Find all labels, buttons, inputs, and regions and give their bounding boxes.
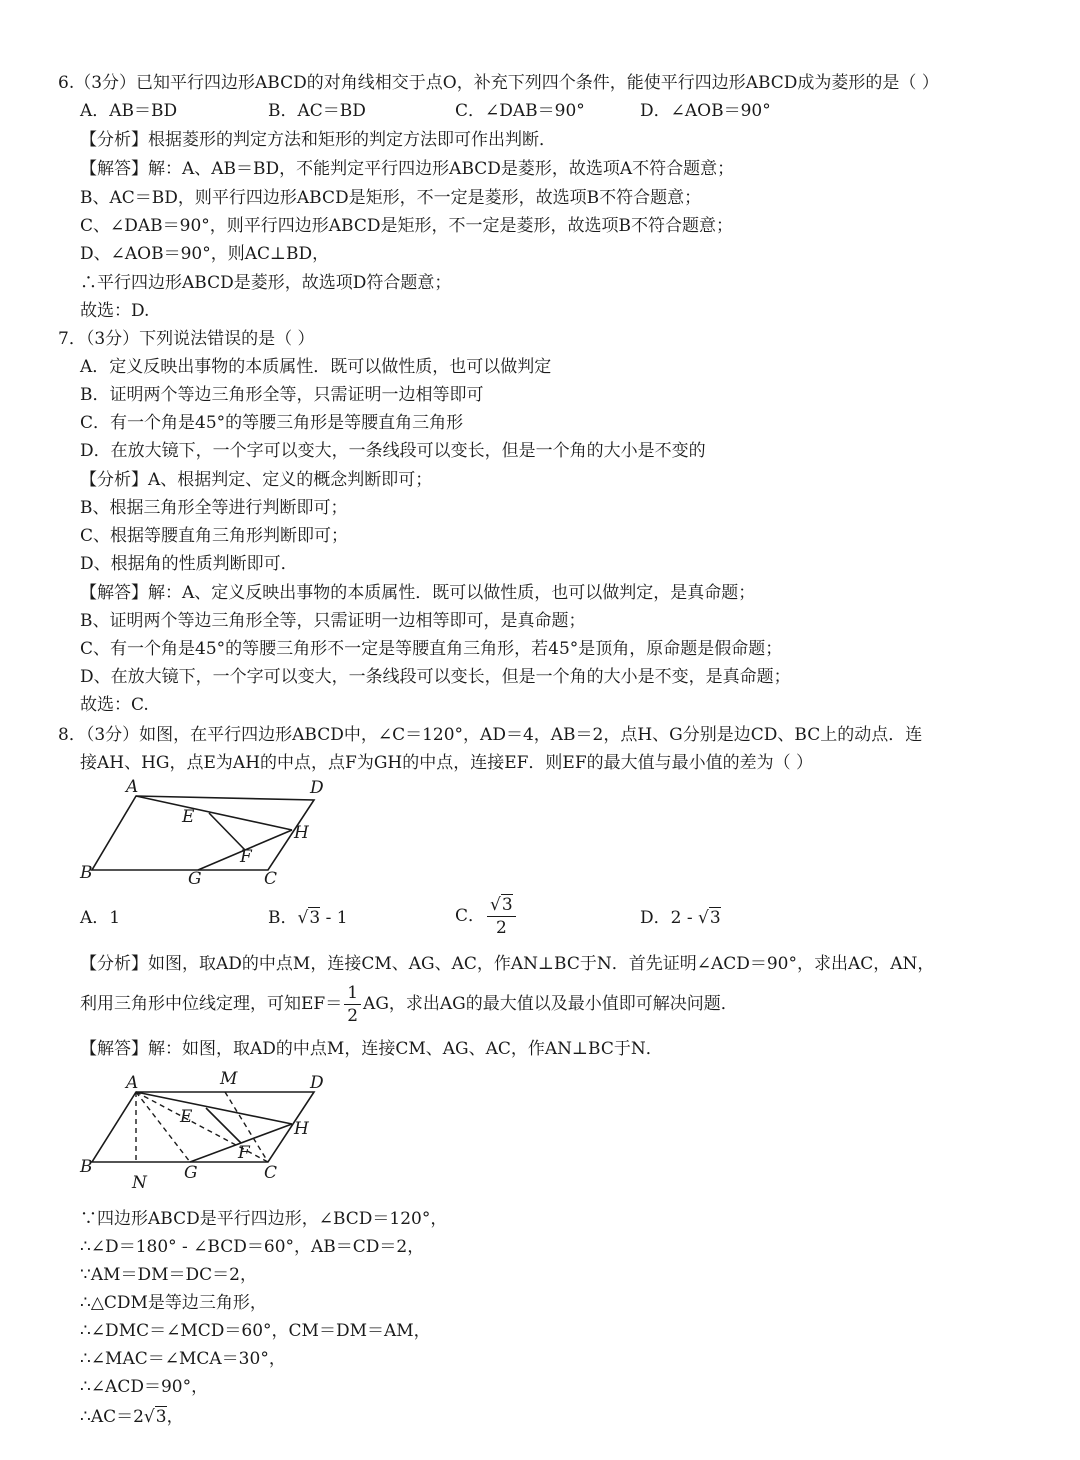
fig1-label-b: B [80,863,93,883]
q7-option-d: D．在放大镜下，一个字可以变大，一条线段可以变长，但是一个角的大小是不变的 [80,441,706,461]
q8-option-a: A．1 [80,908,121,928]
q8-option-c-radicand: 3 [501,895,513,915]
q7-solution-line: D、在放大镜下，一个字可以变大，一条线段可以变长，但是一个角的大小是不变，是真命题； [80,667,791,687]
fig1-label-h: H [294,823,309,843]
fig2-label-e: E [180,1107,193,1127]
q8-option-d [640,905,721,931]
segment-ag-dashed [136,1092,190,1162]
q8-stem-line2: 接AH、HG，点E为AH的中点，点F为GH的中点，连接EF．则EF的最大值与最小值的差为（ ） [80,753,814,773]
q8-step-last-radicand: 3 [155,1407,167,1427]
fig2-label-f: F [238,1143,250,1163]
sqrt-symbol: √ [490,895,501,915]
sqrt-symbol: √ [143,1407,155,1427]
fig2-label-d: D [310,1073,324,1093]
q7-solution-line: B、证明两个等边三角形全等，只需证明一边相等即可，是真命题； [80,611,586,631]
q7-solution-line: 【解答】解：A、定义反映出事物的本质属性．既可以做性质，也可以做判定，是真命题； [80,583,756,603]
q6-stem: 6.（3分）已知平行四边形ABCD的对角线相交于点O，补充下列四个条件，能使平行四边形ABCD成为菱形的是（ ） [58,73,939,93]
q8-option-c-fraction [487,894,516,939]
q8-option-c [455,894,518,939]
q8-step: ∴∠MAC＝∠MCA＝30°， [80,1349,286,1369]
q8-analysis-line2-suffix: AG，求出AG的最大值以及最小值即可解决问题． [363,994,738,1014]
q6-solution-line: B、AC＝BD，则平行四边形ABCD是矩形，不一定是菱形，故选项B不符合题意； [80,188,702,208]
q8-option-d-radicand: 3 [709,908,721,928]
q8-step-last [80,1404,184,1430]
q8-step: ∵AM＝DM＝DC＝2， [80,1265,257,1285]
q8-analysis-fraction [344,982,361,1027]
q6-solution-line: ∴平行四边形ABCD是菱形，故选项D符合题意； [80,273,452,293]
fig2-label-a: A [126,1073,139,1093]
q6-solution-line: C、∠DAB＝90°，则平行四边形ABCD是矩形，不一定是菱形，故选项B不符合题意； [80,216,733,236]
q8-step: ∴∠DMC＝∠MCD＝60°，CM＝DM＝AM， [80,1321,431,1341]
q7-option-b: B．证明两个等边三角形全等，只需证明一边相等即可 [80,385,484,405]
fig1-label-e: E [182,807,195,827]
q7-stem: 7．（3分）下列说法错误的是（ ） [58,329,315,349]
q8-step: ∵四边形ABCD是平行四边形，∠BCD＝120°， [80,1209,448,1229]
fig2-label-m: M [220,1069,238,1089]
segment-ah [136,796,292,830]
q8-step-last-prefix: ∴AC＝2 [80,1407,144,1427]
fig2-label-g: G [184,1163,198,1183]
q7-solution-line: C、有一个角是45°的等腰三角形不一定是等腰直角三角形，若45°是顶角，原命题是假命题； [80,639,783,659]
fraction-denominator: 2 [347,1006,359,1026]
q8-option-c-denominator: 2 [495,918,507,938]
sqrt-symbol: √ [297,908,309,928]
q8-option-b-radicand: 3 [309,908,321,928]
q6-analysis: 【分析】根据菱形的判定方法和矩形的判定方法即可作出判断． [80,130,556,150]
q8-step: ∴△CDM是等边三角形， [80,1293,267,1313]
q7-analysis-line: 【分析】A、根据判定、定义的概念判断即可； [80,470,433,490]
fig1-label-f: F [240,847,252,867]
q8-step: ∴∠D＝180° - ∠BCD＝60°，AB＝CD＝2， [80,1237,425,1257]
q6-solution-line: 【解答】解：A、AB＝BD，不能判定平行四边形ABCD是菱形，故选项A不符合题意； [80,159,735,179]
q8-option-b [268,905,348,931]
fig2-label-h: H [294,1119,309,1139]
q8-step: ∴∠ACD＝90°， [80,1377,209,1397]
q7-analysis-line: C、根据等腰直角三角形判断即可； [80,526,349,546]
q6-option-c: C．∠DAB＝90° [455,101,585,121]
q7-option-a: A．定义反映出事物的本质属性．既可以做性质，也可以做判定 [80,357,552,377]
sqrt-symbol: √ [698,908,709,928]
fig2-label-b: B [80,1157,93,1177]
q8-solution-figure [74,1064,354,1194]
q6-answer: 故选：D. [80,301,150,321]
q6-option-d: D．∠AOB＝90° [640,101,771,121]
fig1-label-a: A [126,777,139,797]
q6-option-a: A．AB＝BD [80,101,178,121]
fig2-label-c: C [264,1163,278,1183]
q8-figure-parallelogram [74,774,354,888]
q8-option-d-prefix: D．2 - [640,908,698,928]
q8-step-last-suffix: ， [166,1407,184,1427]
q8-stem-line1: 8．（3分）如图，在平行四边形ABCD中，∠C＝120°，AD＝4，AB＝2，点H、G分别是边CD、BC上的动点．连 [58,725,923,745]
q7-analysis-line: B、根据三角形全等进行判断即可； [80,498,348,518]
fig1-label-g: G [188,869,202,888]
q8-option-b-suffix: - 1 [320,908,348,928]
fig2-label-n: N [132,1173,147,1193]
q8-analysis-line2-prefix: 利用三角形中位线定理，可知EF＝ [80,994,343,1014]
q8-analysis-line1: 【分析】如图，取AD的中点M，连接CM、AG、AC，作AN⊥BC于N．首先证明∠ACD＝90°，求出AC，AN， [80,954,935,974]
segment-ah [136,1092,292,1124]
q8-option-b-prefix: B． [268,908,298,928]
fraction-numerator: 1 [344,982,361,1005]
q8-analysis-line2 [80,982,738,1027]
q6-option-b: B．AC＝BD [268,101,366,121]
fig1-label-c: C [264,869,278,888]
fig1-label-d: D [310,778,324,798]
q6-solution-line: D、∠AOB＝90°，则AC⊥BD， [80,244,330,264]
q7-answer: 故选：C. [80,695,149,715]
parallelogram-abcd [92,796,314,870]
q7-analysis-line: D、根据角的性质判断即可． [80,554,298,574]
q7-option-c: C．有一个角是45°的等腰三角形是等腰直角三角形 [80,413,464,433]
q8-option-c-prefix: C． [455,906,486,926]
q8-solution-intro: 【解答】解：如图，取AD的中点M，连接CM、AG、AC，作AN⊥BC于N． [80,1039,663,1059]
